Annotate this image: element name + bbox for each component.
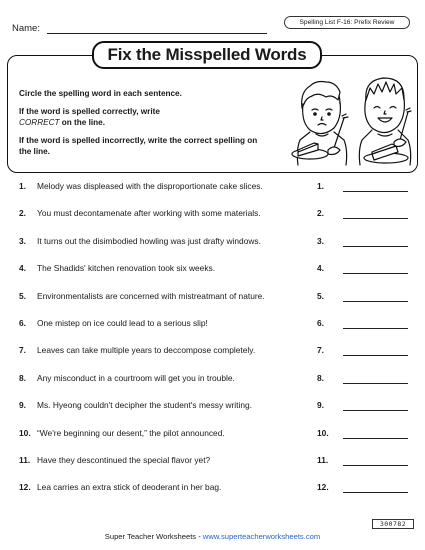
name-field-line[interactable] <box>47 33 267 34</box>
spelling-list-badge: Spelling List F-16: Prefix Review <box>284 16 410 29</box>
answer-line[interactable] <box>343 218 408 219</box>
question-number: 12. <box>19 482 31 492</box>
question-sentence[interactable]: Leaves can take multiple years to deccompose completely. <box>37 345 256 355</box>
answer-number: 1. <box>317 181 324 191</box>
worksheet-title: Fix the Misspelled Words <box>92 41 322 69</box>
answer-number: 8. <box>317 373 324 383</box>
answer-line[interactable] <box>343 438 408 439</box>
question-sentence[interactable]: Melody was displeased with the disproportionate cake slices. <box>37 181 263 191</box>
answer-line[interactable] <box>343 410 408 411</box>
instruction-correct-pre: If the word is spelled correctly, write <box>19 107 160 116</box>
question-number: 8. <box>19 373 26 383</box>
answer-line[interactable] <box>343 191 408 192</box>
name-label: Name: <box>12 23 40 34</box>
question-number: 4. <box>19 263 26 273</box>
kids-eating-cake-illustration <box>288 70 413 166</box>
answer-line[interactable] <box>343 328 408 329</box>
instruction-incorrect: If the word is spelled incorrectly, write the correct spelling on the line. <box>19 136 258 156</box>
answer-number: 5. <box>317 291 324 301</box>
question-number: 10. <box>19 428 31 438</box>
answer-number: 6. <box>317 318 324 328</box>
footer-credit <box>0 532 425 541</box>
worksheet-code: 300782 <box>372 519 414 529</box>
answer-line[interactable] <box>343 273 408 274</box>
question-number: 6. <box>19 318 26 328</box>
question-number: 2. <box>19 208 26 218</box>
question-sentence[interactable]: You must decontamenate after working with some materials. <box>37 208 261 218</box>
question-number: 5. <box>19 291 26 301</box>
question-sentence[interactable]: Environmentalists are concerned with mistreatmant of nature. <box>37 291 265 301</box>
footer-separator: - <box>196 532 203 541</box>
answer-number: 3. <box>317 236 324 246</box>
question-sentence[interactable]: Have they descontinued the special flavor yet? <box>37 455 211 465</box>
question-sentence[interactable]: It turns out the disimbodied howling was just drafty windows. <box>37 236 261 246</box>
question-sentence[interactable]: The Shadids' kitchen renovation took six weeks. <box>37 263 216 273</box>
instruction-correct <box>19 106 199 128</box>
answer-number: 11. <box>317 455 329 465</box>
question-number: 7. <box>19 345 26 355</box>
answer-number: 10. <box>317 428 329 438</box>
answer-number: 4. <box>317 263 324 273</box>
answer-line[interactable] <box>343 383 408 384</box>
answer-line[interactable] <box>343 492 408 493</box>
question-sentence[interactable]: Lea carries an extra stick of deoderant in her bag. <box>37 482 222 492</box>
instruction-circle: Circle the spelling word in each sentence. <box>19 89 182 98</box>
answer-number: 9. <box>317 400 324 410</box>
instruction-correct-post: on the line. <box>59 118 105 127</box>
answer-line[interactable] <box>343 301 408 302</box>
instruction-correct-word: CORRECT <box>19 118 60 127</box>
answer-number: 12. <box>317 482 329 492</box>
answer-number: 7. <box>317 345 324 355</box>
question-sentence[interactable]: Ms. Hyeong couldn't decipher the student's messy writing. <box>37 400 253 410</box>
answer-number: 2. <box>317 208 324 218</box>
answer-line[interactable] <box>343 465 408 466</box>
question-number: 1. <box>19 181 26 191</box>
question-number: 3. <box>19 236 26 246</box>
footer-brand: Super Teacher Worksheets <box>104 532 197 541</box>
question-number: 9. <box>19 400 26 410</box>
question-number: 11. <box>19 455 31 465</box>
question-sentence[interactable]: Any misconduct in a courtroom will get you in trouble. <box>37 373 235 383</box>
question-sentence[interactable]: “We're beginning our desent,” the pilot announced. <box>37 428 225 438</box>
answer-line[interactable] <box>343 355 408 356</box>
question-sentence[interactable]: One mistep on ice could lead to a serious slip! <box>37 318 208 328</box>
footer-url-link[interactable]: www.superteacherworksheets.com <box>202 532 321 541</box>
answer-line[interactable] <box>343 246 408 247</box>
